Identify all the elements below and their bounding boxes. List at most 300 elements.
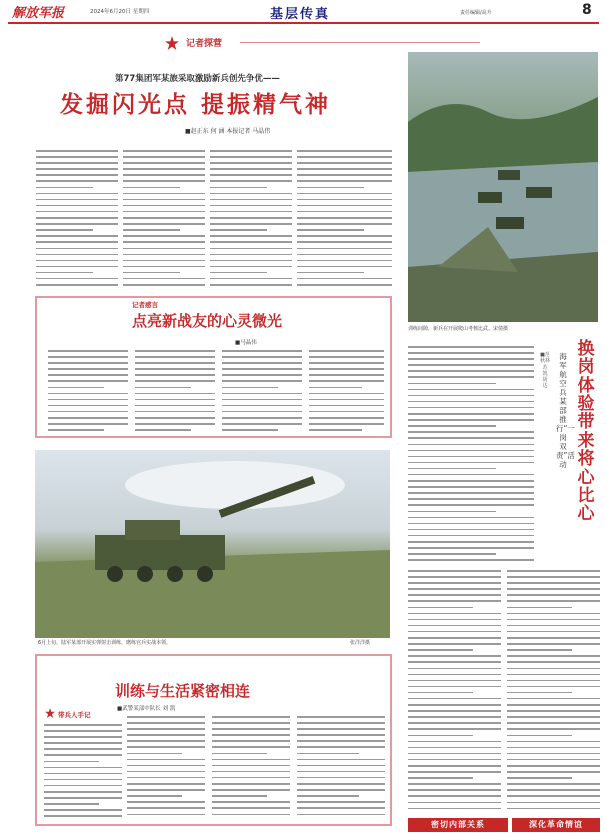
text-line <box>48 356 128 358</box>
drill-body-col-4 <box>297 716 385 819</box>
text-line <box>44 724 122 726</box>
text-line <box>222 387 278 389</box>
text-line <box>297 716 385 718</box>
text-line <box>135 374 215 376</box>
photo-b-caption: 6月上旬，陆军某部开展实弹射击训练，磨练官兵实战本领。 <box>38 640 172 646</box>
text-line <box>212 789 290 791</box>
text-line <box>210 278 292 280</box>
text-line <box>408 722 501 724</box>
text-line <box>44 785 122 787</box>
text-line <box>36 168 118 170</box>
text-line <box>309 399 384 401</box>
text-line <box>507 588 600 590</box>
text-line <box>135 368 215 370</box>
text-line <box>507 661 600 663</box>
text-line <box>297 211 392 213</box>
text-line <box>507 692 572 694</box>
text-line <box>127 814 205 816</box>
text-line <box>210 260 292 262</box>
text-line <box>297 223 392 225</box>
text-line <box>408 668 501 670</box>
text-line <box>408 474 534 476</box>
text-line <box>297 284 392 286</box>
lead-body-col-2 <box>123 150 205 290</box>
text-line <box>297 753 359 755</box>
text-line <box>127 795 182 797</box>
text-line <box>297 156 392 158</box>
text-line <box>36 248 118 250</box>
text-line <box>408 486 534 488</box>
text-line <box>408 704 501 706</box>
text-line <box>297 789 385 791</box>
text-line <box>127 789 205 791</box>
text-line <box>408 753 501 755</box>
text-line <box>297 205 392 207</box>
text-line <box>123 229 180 231</box>
star-emblem-icon <box>165 36 179 50</box>
text-line <box>507 655 600 657</box>
footer-slogan-left: 密切内部关系 <box>408 818 508 832</box>
text-line <box>44 736 122 738</box>
text-line <box>210 223 292 225</box>
page-number: 8 <box>582 2 592 18</box>
text-line <box>309 393 384 395</box>
text-line <box>123 278 205 280</box>
text-line <box>222 350 302 352</box>
text-line <box>44 748 122 750</box>
text-line <box>44 767 122 769</box>
text-line <box>44 815 122 817</box>
text-line <box>507 789 600 791</box>
text-line <box>135 429 191 431</box>
text-line <box>210 174 292 176</box>
text-line <box>123 180 205 182</box>
text-line <box>507 698 600 700</box>
text-line <box>212 814 290 816</box>
reflection-body-col-1 <box>48 350 128 432</box>
text-line <box>408 413 534 415</box>
text-line <box>408 576 501 578</box>
text-line <box>212 759 290 761</box>
text-line <box>507 600 600 602</box>
text-line <box>309 405 384 407</box>
text-line <box>44 754 122 756</box>
text-line <box>135 362 215 364</box>
text-line <box>408 437 534 439</box>
text-line <box>212 722 290 724</box>
text-line <box>127 722 205 724</box>
text-line <box>48 374 128 376</box>
feature-headline: 换岗体验带来将心比心 <box>577 339 595 525</box>
text-line <box>408 389 534 391</box>
text-line <box>210 241 292 243</box>
text-line <box>212 807 290 809</box>
text-line <box>123 174 205 176</box>
text-line <box>36 235 118 237</box>
text-line <box>222 393 302 395</box>
text-line <box>408 529 534 531</box>
text-line <box>309 362 384 364</box>
text-line <box>408 383 496 385</box>
text-line <box>507 570 600 572</box>
feature-body-col-2 <box>408 570 501 814</box>
text-line <box>36 241 118 243</box>
text-line <box>507 582 600 584</box>
header-rule <box>8 22 599 24</box>
text-line <box>297 765 385 767</box>
text-line <box>212 753 267 755</box>
text-line <box>309 350 384 352</box>
text-line <box>408 535 534 537</box>
text-line <box>123 254 205 256</box>
drill-body-col-3 <box>212 716 290 819</box>
text-line <box>123 217 205 219</box>
responsible-editor: 责任编辑/高升 <box>460 10 492 16</box>
text-line <box>135 393 215 395</box>
text-line <box>507 619 600 621</box>
text-line <box>507 722 600 724</box>
text-line <box>408 728 501 730</box>
text-line <box>408 480 534 482</box>
text-line <box>408 643 501 645</box>
text-line <box>44 791 122 793</box>
text-line <box>297 199 392 201</box>
banner-rule <box>240 42 480 43</box>
reflection-body-col-4 <box>309 350 384 432</box>
text-line <box>408 541 534 543</box>
text-line <box>507 728 600 730</box>
drill-body-col-1 <box>44 724 122 819</box>
text-line <box>408 710 501 712</box>
text-line <box>507 613 600 615</box>
text-line <box>36 229 93 231</box>
text-line <box>127 740 205 742</box>
text-line <box>212 734 290 736</box>
text-line <box>127 753 182 755</box>
text-line <box>507 668 600 670</box>
text-line <box>127 759 205 761</box>
reflection-tag: 记者感言 <box>132 301 158 309</box>
lead-body-col-4 <box>297 150 392 290</box>
text-line <box>222 429 278 431</box>
text-line <box>507 741 600 743</box>
text-line <box>408 674 501 676</box>
text-line <box>408 759 501 761</box>
text-line <box>507 594 600 596</box>
reflection-body-col-3 <box>222 350 302 432</box>
text-line <box>297 241 392 243</box>
text-line <box>408 765 501 767</box>
text-line <box>135 399 215 401</box>
text-line <box>36 193 118 195</box>
text-line <box>212 740 290 742</box>
text-line <box>408 783 501 785</box>
feature-byline: ■范秋林 苏 凯 胡 达 <box>540 352 551 390</box>
commander-notes-tag: 带兵人手记 <box>58 711 91 719</box>
text-line <box>297 260 392 262</box>
text-line <box>297 235 392 237</box>
text-line <box>408 655 501 657</box>
text-line <box>297 248 392 250</box>
text-line <box>408 661 501 663</box>
text-line <box>297 783 385 785</box>
text-line <box>135 405 215 407</box>
text-line <box>297 740 385 742</box>
text-line <box>408 789 501 791</box>
text-line <box>135 380 215 382</box>
text-line <box>48 411 128 413</box>
text-line <box>210 162 292 164</box>
text-line <box>309 387 362 389</box>
text-line <box>408 444 534 446</box>
text-line <box>212 728 290 730</box>
text-line <box>408 588 501 590</box>
text-line <box>127 716 205 718</box>
text-line <box>297 759 385 761</box>
text-line <box>127 783 205 785</box>
text-line <box>36 278 118 280</box>
text-line <box>44 803 99 805</box>
text-line <box>212 777 290 779</box>
text-line <box>44 773 122 775</box>
text-line <box>507 686 600 688</box>
text-line <box>507 607 572 609</box>
text-line <box>36 217 118 219</box>
text-line <box>210 193 292 195</box>
text-line <box>507 808 600 810</box>
feature-body-col-3 <box>507 570 600 814</box>
publication-date: 2024年6月20日 星期四 <box>90 9 150 15</box>
text-line <box>297 187 364 189</box>
text-line <box>123 162 205 164</box>
text-line <box>507 625 600 627</box>
text-line <box>123 150 205 152</box>
text-line <box>222 423 302 425</box>
text-line <box>408 716 501 718</box>
text-line <box>135 411 215 413</box>
text-line <box>44 797 122 799</box>
text-line <box>297 777 385 779</box>
text-line <box>408 649 473 651</box>
text-line <box>210 205 292 207</box>
text-line <box>210 211 292 213</box>
newspaper-masthead: 解放军报 <box>12 6 65 21</box>
text-line <box>212 771 290 773</box>
text-line <box>408 370 534 372</box>
text-line <box>408 346 534 348</box>
text-line <box>408 553 496 555</box>
text-line <box>127 807 205 809</box>
text-line <box>135 350 215 352</box>
text-line <box>123 235 205 237</box>
text-line <box>210 254 292 256</box>
text-line <box>210 217 292 219</box>
text-line <box>408 364 534 366</box>
reflection-body-col-2 <box>135 350 215 432</box>
text-line <box>297 162 392 164</box>
text-line <box>309 417 384 419</box>
text-line <box>135 387 191 389</box>
photo-a-caption: 训练间隙，新兵在开展爬山考核比武。宋倩摄 <box>408 326 509 332</box>
text-line <box>297 734 385 736</box>
lead-body-col-1 <box>36 150 118 290</box>
text-line <box>48 380 128 382</box>
text-line <box>212 795 267 797</box>
text-line <box>222 368 302 370</box>
text-line <box>297 168 392 170</box>
text-line <box>297 272 364 274</box>
section-name: 基层传真 <box>270 7 331 22</box>
text-line <box>222 374 302 376</box>
feature-body-col-1 <box>408 346 534 566</box>
reporter-banner: 记者探营 <box>186 39 223 49</box>
text-line <box>48 393 128 395</box>
text-line <box>210 248 292 250</box>
text-line <box>408 607 473 609</box>
text-line <box>127 765 205 767</box>
text-line <box>297 193 392 195</box>
text-line <box>210 199 292 201</box>
text-line <box>48 362 128 364</box>
text-line <box>210 272 267 274</box>
text-line <box>127 771 205 773</box>
text-line <box>408 468 496 470</box>
text-line <box>44 730 122 732</box>
text-line <box>123 205 205 207</box>
text-line <box>507 674 600 676</box>
text-line <box>507 643 600 645</box>
text-line <box>408 637 501 639</box>
photo-b-credit: 张洋洋摄 <box>350 640 371 646</box>
text-line <box>408 559 534 561</box>
text-line <box>210 187 267 189</box>
text-line <box>210 266 292 268</box>
text-line <box>507 747 600 749</box>
text-line <box>210 229 267 231</box>
text-line <box>408 625 501 627</box>
text-line <box>507 680 600 682</box>
text-line <box>127 777 205 779</box>
feature-subtitle: 海军航空兵某部推行“一岗双责”活动 <box>556 352 575 469</box>
text-line <box>507 753 600 755</box>
text-line <box>123 187 180 189</box>
text-line <box>309 423 384 425</box>
text-line <box>408 358 534 360</box>
text-line <box>507 649 572 651</box>
text-line <box>210 235 292 237</box>
text-line <box>36 174 118 176</box>
text-line <box>127 746 205 748</box>
text-line <box>507 783 600 785</box>
text-line <box>222 356 302 358</box>
text-line <box>408 570 501 572</box>
text-line <box>210 180 292 182</box>
text-line <box>212 783 290 785</box>
text-line <box>212 746 290 748</box>
text-line <box>408 619 501 621</box>
commander-notes-byline: ■武警某部中队长 刘 凯 <box>117 706 176 712</box>
text-line <box>408 504 534 506</box>
text-line <box>123 199 205 201</box>
text-line <box>309 356 384 358</box>
text-line <box>408 582 501 584</box>
armored-vehicles-photo <box>408 52 598 322</box>
text-line <box>309 411 384 413</box>
text-line <box>36 187 93 189</box>
text-line <box>297 266 392 268</box>
text-line <box>408 698 501 700</box>
text-line <box>36 180 118 182</box>
text-line <box>408 808 501 810</box>
text-line <box>210 168 292 170</box>
text-line <box>135 423 215 425</box>
text-line <box>48 423 128 425</box>
text-line <box>297 807 385 809</box>
text-line <box>123 241 205 243</box>
text-line <box>408 431 534 433</box>
text-line <box>408 741 501 743</box>
text-line <box>36 162 118 164</box>
text-line <box>408 498 534 500</box>
commander-notes-title: 训练与生活紧密相连 <box>115 682 251 700</box>
text-line <box>408 425 496 427</box>
text-line <box>123 266 205 268</box>
text-line <box>309 368 384 370</box>
text-line <box>297 229 364 231</box>
text-line <box>408 450 534 452</box>
text-line <box>123 223 205 225</box>
text-line <box>123 260 205 262</box>
text-line <box>408 777 473 779</box>
text-line <box>297 278 392 280</box>
lead-byline: ■赵正东 何 涵 本报记者 马晶伟 <box>185 128 271 135</box>
text-line <box>212 801 290 803</box>
text-line <box>507 637 600 639</box>
text-line <box>297 795 359 797</box>
lead-subtitle: 第77集团军某旅采取激励新兵创先争优—— <box>115 74 280 84</box>
text-line <box>36 260 118 262</box>
text-line <box>222 417 302 419</box>
text-line <box>210 150 292 152</box>
text-line <box>36 156 118 158</box>
text-line <box>222 380 302 382</box>
text-line <box>408 747 501 749</box>
text-line <box>36 199 118 201</box>
text-line <box>210 284 292 286</box>
text-line <box>297 254 392 256</box>
text-line <box>408 771 501 773</box>
text-line <box>36 272 93 274</box>
text-line <box>408 492 534 494</box>
text-line <box>309 380 384 382</box>
text-line <box>507 771 600 773</box>
text-line <box>408 735 473 737</box>
text-line <box>48 417 128 419</box>
text-line <box>127 801 205 803</box>
footer-slogan-right: 深化革命情谊 <box>512 818 600 832</box>
text-line <box>123 272 180 274</box>
text-line <box>297 728 385 730</box>
artillery-firing-photo <box>35 450 390 638</box>
text-line <box>297 771 385 773</box>
text-line <box>507 716 600 718</box>
text-line <box>309 429 362 431</box>
text-line <box>123 168 205 170</box>
text-line <box>408 594 501 596</box>
text-line <box>507 777 572 779</box>
text-line <box>36 266 118 268</box>
text-line <box>408 547 534 549</box>
